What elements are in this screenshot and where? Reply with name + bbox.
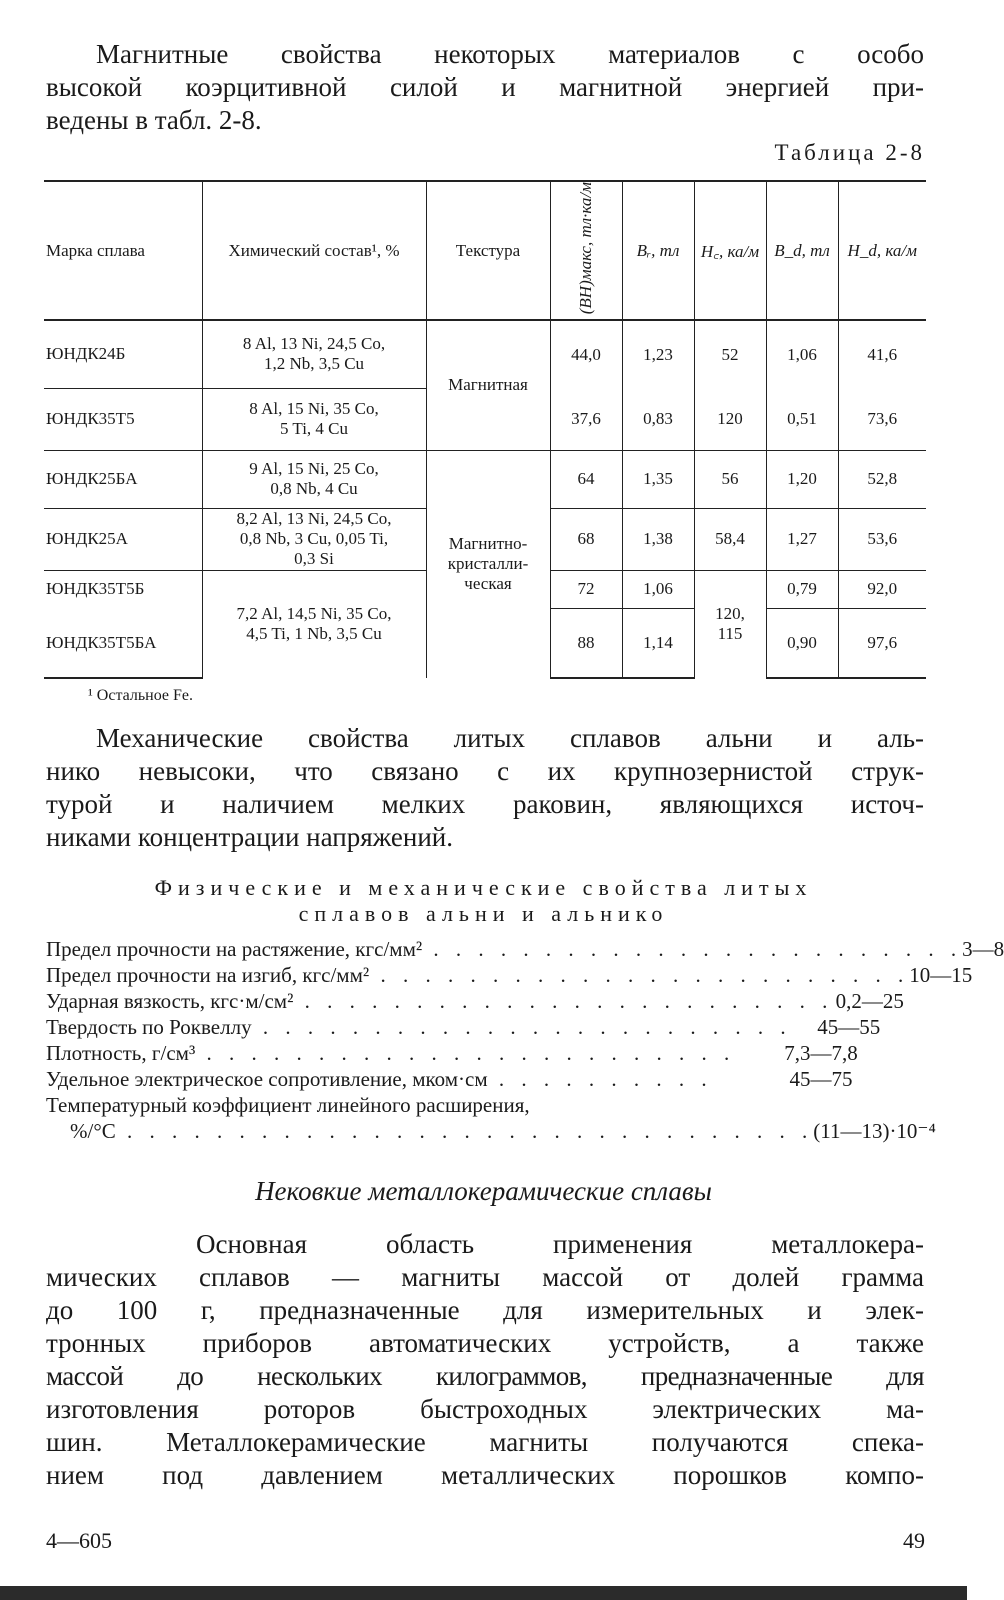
body-paragraph (46, 1228, 924, 1492)
mechanical-paragraph (46, 722, 924, 854)
cell-hc: 56 (694, 450, 766, 508)
composition-line: 8,2 Al, 13 Ni, 24,5 Co, (236, 509, 392, 529)
property-label: %/°C (70, 1119, 116, 1143)
cell-composition (202, 320, 426, 388)
body-line: до 100 г, предназначенные для измерительных и элек- (46, 1295, 924, 1325)
cell-hc: 58,4 (694, 508, 766, 570)
property-value: 0,2—25 (835, 989, 904, 1013)
table-header-row (44, 181, 926, 320)
props-title-line: сплавов альни и альнико (298, 901, 669, 926)
property-label: Предел прочности на растяжение, кгс/мм² (46, 937, 423, 961)
intro-line: ведены в табл. 2-8. (46, 105, 262, 135)
property-label: Ударная вязкость, кгс·м/см² (46, 989, 294, 1013)
hc-line: 115 (717, 624, 743, 644)
property-value: 7,3—7,8 (784, 1041, 858, 1065)
cell-bd: 0,51 (766, 388, 838, 450)
header-br: Bᵣ, тл (622, 181, 694, 320)
cell-bh: 44,0 (550, 320, 622, 388)
header-bd: B_d, тл (766, 181, 838, 320)
intro-paragraph (46, 38, 924, 137)
table-row (44, 450, 926, 508)
body-line: Основная область применения металлокера- (196, 1229, 924, 1259)
composition-line: 8 Al, 13 Ni, 24,5 Co, (242, 334, 386, 354)
signature-mark: 4—605 (46, 1528, 112, 1553)
property-label: Температурный коэффициент линейного расширения, (46, 1093, 530, 1117)
cell-grade: ЮНДК35Т5БА (44, 608, 202, 678)
header-hc: H꜀, ка/м (694, 181, 766, 320)
cell-bd: 0,90 (766, 608, 838, 678)
scan-edge-bar (0, 1586, 967, 1600)
composition-line: 9 Al, 15 Ni, 25 Co, (249, 459, 379, 479)
property-row: %/°C . . . . . . . . . . . . . . . . . . . . . . . . . . . . . . . (11—13)·10⁻⁴ (70, 1119, 936, 1143)
composition-line: 4,5 Ti, 1 Nb, 3,5 Cu (246, 624, 382, 644)
header-composition: Химический состав¹, % (202, 181, 426, 320)
cell-composition (202, 508, 426, 570)
intro-line: Магнитные свойства некоторых материалов с особо (96, 39, 924, 69)
props-title-line: Физические и механические свойства литых (154, 875, 813, 900)
property-value: 45—55 (817, 1015, 881, 1039)
cell-hc (694, 570, 766, 678)
cell-hd: 92,0 (838, 570, 926, 608)
cell-br: 1,35 (622, 450, 694, 508)
intro-line: высокой коэрцитивной силой и магнитной энергией при- (46, 72, 924, 102)
cell-grade: ЮНДК25БА (44, 450, 202, 508)
property-row (46, 1092, 906, 1118)
alloy-table (44, 180, 926, 679)
composition-line: 8 Al, 15 Ni, 35 Co, (249, 399, 379, 419)
table-row (44, 320, 926, 388)
cell-br: 1,23 (622, 320, 694, 388)
header-hd: H_d, ка/м (838, 181, 926, 320)
header-bh-label: (BH)макс, тл·ка/м (576, 182, 595, 315)
composition-line: 1,2 Nb, 3,5 Cu (263, 354, 365, 374)
cell-br: 1,38 (622, 508, 694, 570)
cell-hd: 52,8 (838, 450, 926, 508)
property-label: Твердость по Роквеллу (46, 1015, 252, 1039)
property-row: Плотность, г/см³ . . . . . . . . . . . . . . . . . . . . . . . . 7,3—7,8 (46, 1040, 906, 1066)
cell-bh: 37,6 (550, 388, 622, 450)
mech-line: турой и наличием мелких раковин, являющихся источ- (46, 789, 924, 819)
property-value: (11—13)·10⁻⁴ (813, 1119, 936, 1143)
property-row: Ударная вязкость, кгс·м/см² . . . . . . . . . . . . . . . . . . . . . . . . 0,2—25 (46, 988, 906, 1014)
cell-br: 1,06 (622, 570, 694, 608)
body-line: шин. Металлокерамические магниты получаются спека- (46, 1427, 924, 1457)
hc-line: 120, (715, 604, 745, 624)
cell-composition (202, 388, 426, 450)
cell-bd: 1,27 (766, 508, 838, 570)
property-row: Удельное электрическое сопротивление, мком·см . . . . . . . . . . 45—75 (46, 1066, 906, 1092)
cell-hc: 52 (694, 320, 766, 388)
property-value: 45—75 (789, 1067, 853, 1091)
cell-bd: 0,79 (766, 570, 838, 608)
body-line: нием под давлением металлических порошков компо- (46, 1460, 924, 1490)
table-caption: Таблица 2-8 (774, 140, 925, 165)
header-bh (550, 181, 622, 320)
cell-hc: 120 (694, 388, 766, 450)
body-line: тронных приборов автоматических устройств, а также (46, 1328, 924, 1358)
cell-grade: ЮНДК35Т5Б (44, 570, 202, 608)
mech-line: нико невысоки, что связано с их крупнозернистой струк- (46, 756, 924, 786)
cell-texture-magnetocrystalline (426, 450, 550, 678)
cell-bd: 1,20 (766, 450, 838, 508)
cell-br: 0,83 (622, 388, 694, 450)
cell-hd: 53,6 (838, 508, 926, 570)
cell-grade: ЮНДК24Б (44, 320, 202, 388)
cell-bh: 68 (550, 508, 622, 570)
cell-bh: 88 (550, 608, 622, 678)
property-label: Плотность, г/см³ (46, 1041, 196, 1065)
header-grade: Марка сплава (44, 181, 202, 320)
mech-line: никами концентрации напряжений. (46, 822, 453, 852)
body-line: изготовления роторов быстроходных электрических ма- (46, 1394, 924, 1424)
cell-bh: 72 (550, 570, 622, 608)
properties-list (46, 936, 1004, 1144)
property-value: 10—15 (909, 963, 973, 987)
composition-line: 5 Ti, 4 Cu (279, 419, 349, 439)
header-texture: Текстура (426, 181, 550, 320)
property-row: Предел прочности на изгиб, кгс/мм² . . . . . . . . . . . . . . . . . . . . . . . . 10—15 (46, 963, 973, 987)
cell-texture-magnetic: Магнитная (426, 320, 550, 450)
section-heading: Нековкие металлокерамические сплавы (255, 1176, 712, 1206)
property-value: 3—8 (962, 937, 1004, 961)
body-line: массой до нескольких килограммов, предназначенные для (46, 1361, 924, 1391)
cell-br: 1,14 (622, 608, 694, 678)
property-row: Предел прочности на растяжение, кгс/мм² . . . . . . . . . . . . . . . . . . . . . . . . 3—8 (46, 937, 1004, 961)
property-label: Удельное электрическое сопротивление, мком·см (46, 1067, 488, 1091)
cell-bh: 64 (550, 450, 622, 508)
composition-line: 7,2 Al, 14,5 Ni, 35 Co, (236, 604, 392, 624)
property-row: Твердость по Роквеллу . . . . . . . . . . . . . . . . . . . . . . . . 45—55 (46, 1014, 906, 1040)
cell-hd: 73,6 (838, 388, 926, 450)
composition-line: 0,3 Si (294, 549, 334, 569)
cell-bd: 1,06 (766, 320, 838, 388)
property-value (736, 1092, 906, 1118)
property-label: Предел прочности на изгиб, кгс/мм² (46, 963, 370, 987)
cell-hd: 97,6 (838, 608, 926, 678)
cell-hd: 41,6 (838, 320, 926, 388)
table-footnote: ¹ Остальное Fe. (88, 687, 194, 704)
mech-line: Механические свойства литых сплавов альни и аль- (96, 723, 924, 753)
cell-composition (202, 450, 426, 508)
composition-line: 0,8 Nb, 4 Cu (270, 479, 358, 499)
body-line: мических сплавов — магниты массой от долей грамма (46, 1262, 924, 1292)
cell-grade: ЮНДК25А (44, 508, 202, 570)
cell-composition (202, 570, 426, 678)
texture-label: Магнитно-кристалли-ческая (447, 534, 529, 594)
cell-grade: ЮНДК35Т5 (44, 388, 202, 450)
page-number: 49 (903, 1528, 925, 1553)
composition-line: 0,8 Nb, 3 Cu, 0,05 Ti, (239, 529, 389, 549)
